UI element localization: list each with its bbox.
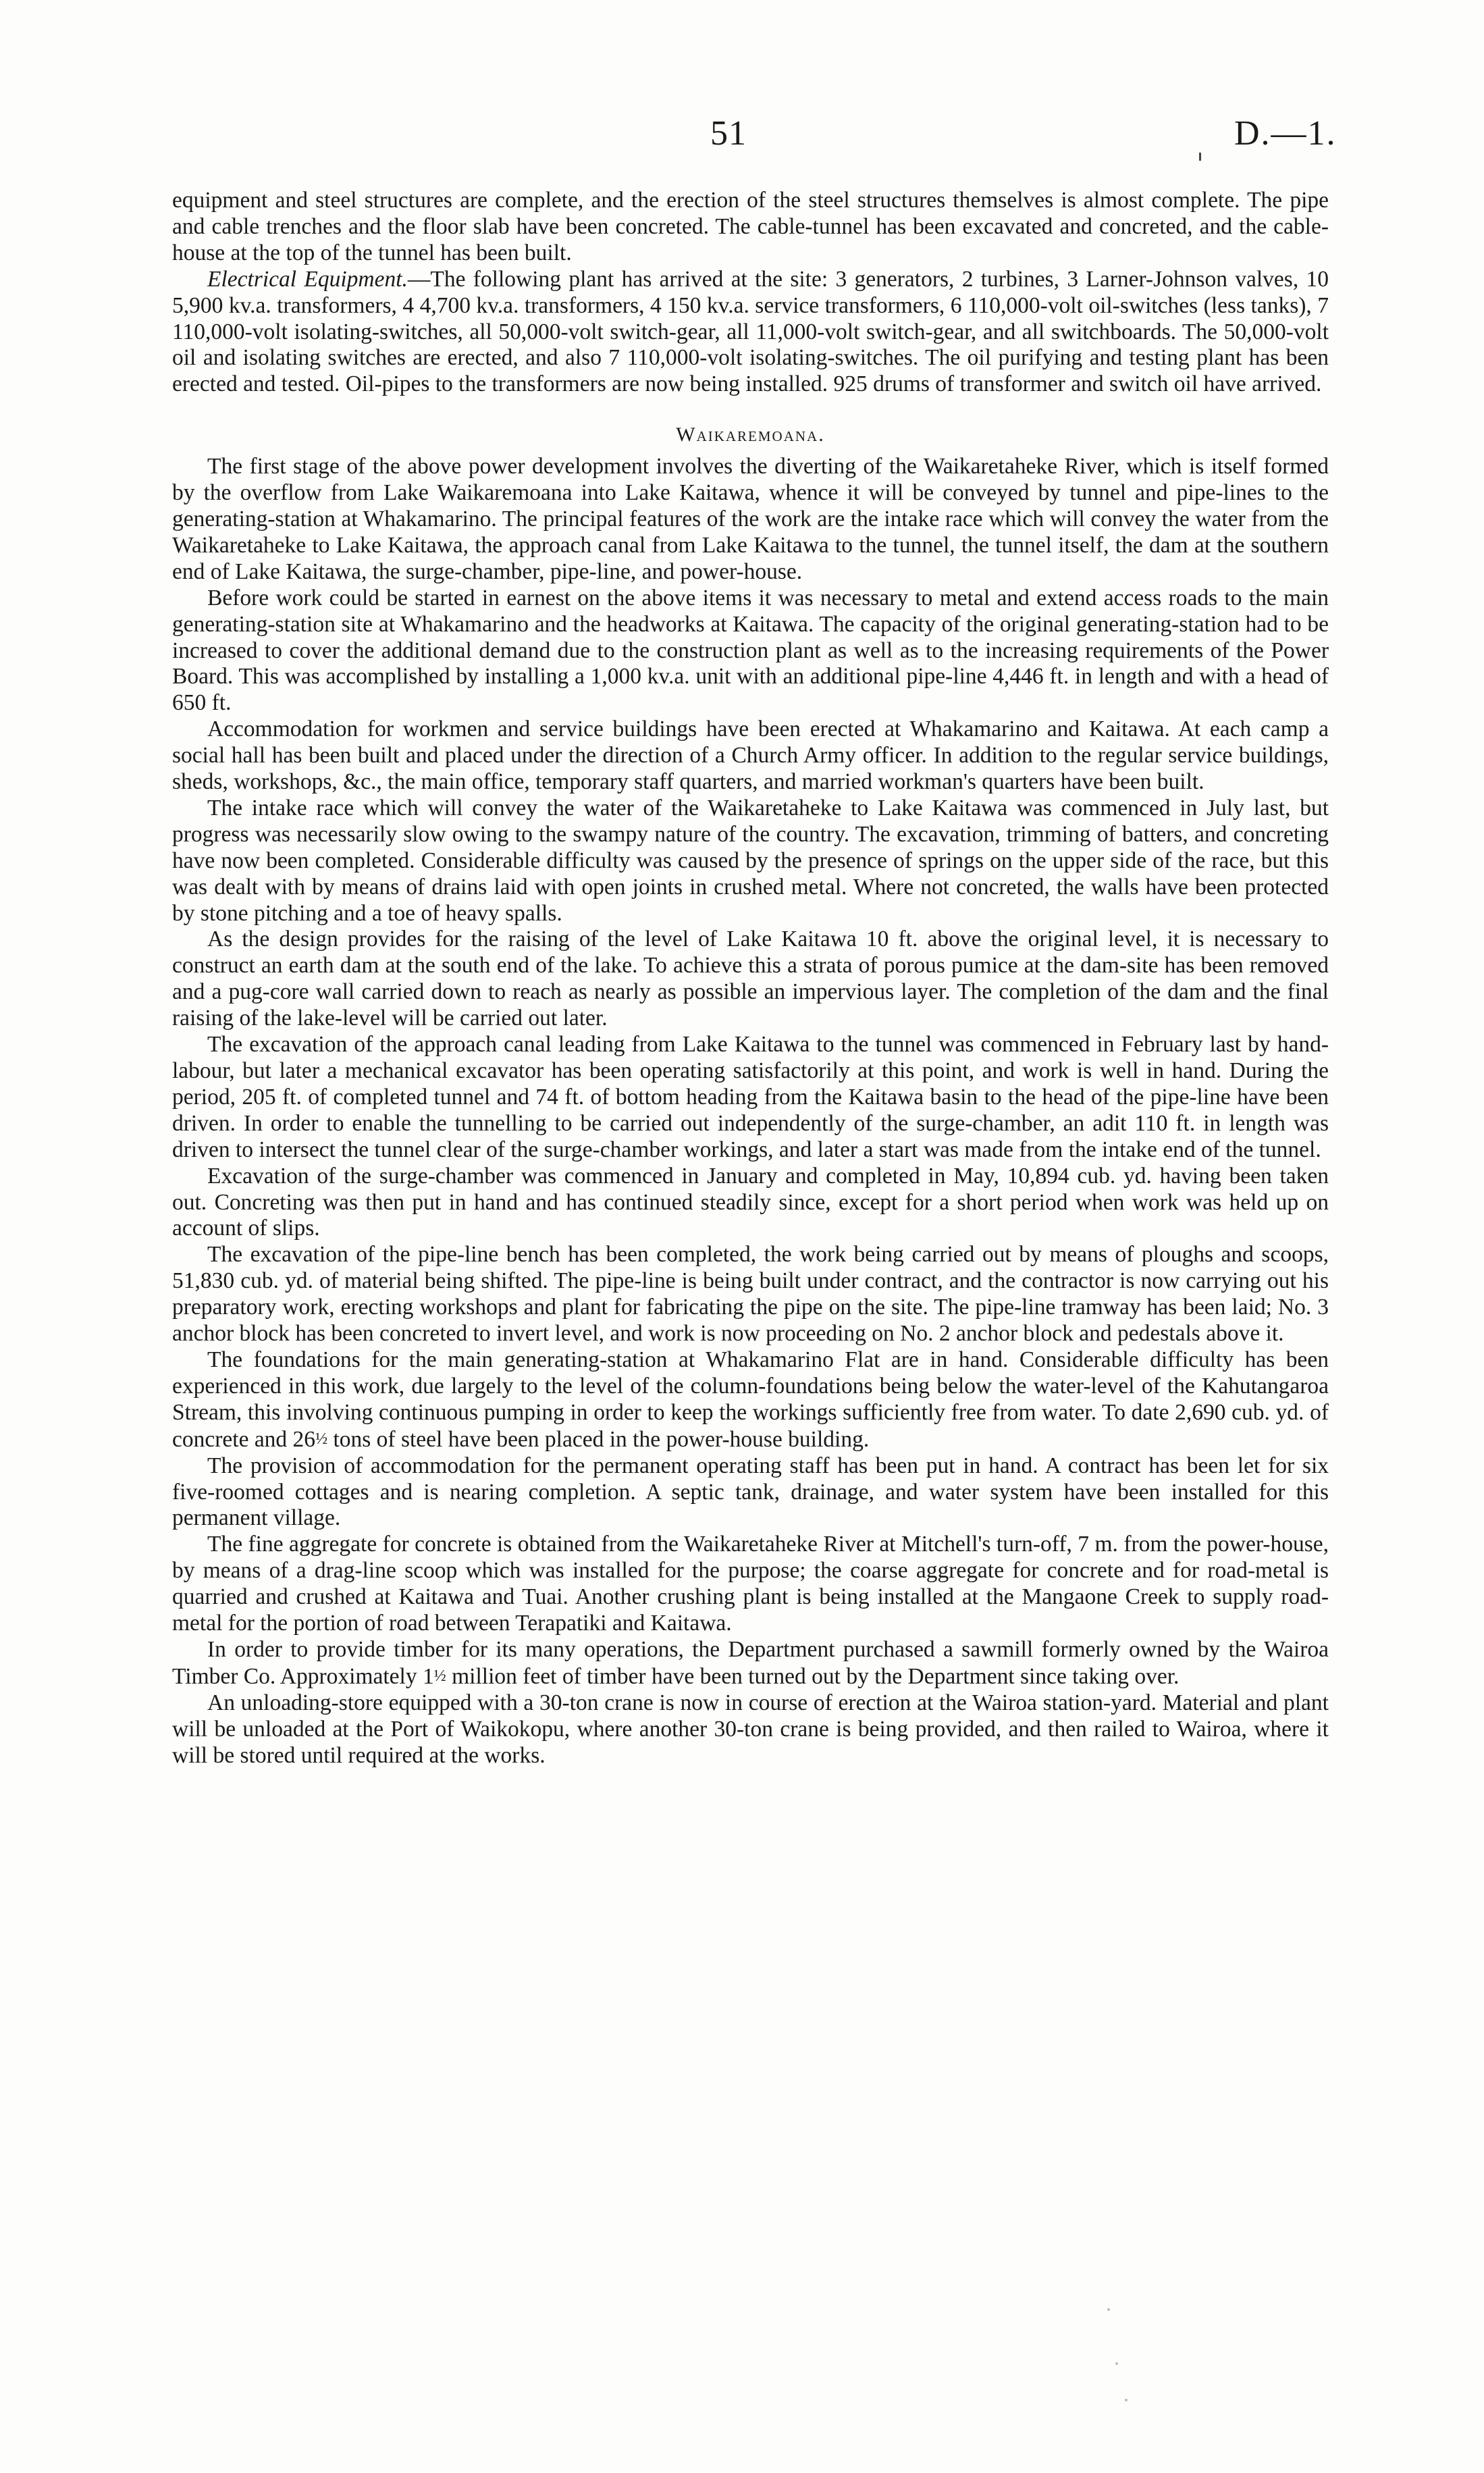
run-in-heading: Electrical Equipment. (207, 266, 408, 292)
paragraph: Before work could be started in earnest on the above items it was necessary to metal and extend access roads to the main generating-station site at Whakamarino and the headworks at Kaitawa. The capacity of the original generating-station had to be increased to cover the additional demand due to the construction plant as well as to the increasing requirements of the Power Board. This was accomplished by installing a 1,000 kv.a. unit with an additional pipe-line 4,446 ft. in length and with a head of 650 ft. (172, 585, 1329, 716)
paragraph: The intake race which will convey the water of the Waikaretaheke to Lake Kaitawa was commenced in July last, but progress was necessarily slow owing to the swampy nature of the country. The excavation, trimming of batters, and concreting have now been completed. Considerable difficulty was caused by the presence of springs on the upper side of the race, but this was dealt with by means of drains laid with open joints in crushed metal. Where not concreted, the walls have been protected by stone pitching and a toe of heavy spalls. (172, 795, 1329, 926)
paragraph-timber (172, 1637, 1329, 1690)
page-header (0, 113, 1484, 167)
paragraph-continuation: equipment and steel structures are complete, and the erection of the steel structures themselves is almost complete. The pipe and cable trenches and the floor slab have been concreted. The cable-tunnel has been excavated and concreted, and the cable-house at the top of the tunnel has been built. (172, 188, 1329, 265)
paragraph-text: In order to provide timber for its many operations, the Department purchased a sawmill formerly owned by the Wairoa Timber Co. Approximately 1 (172, 1636, 1329, 1689)
scan-speck (1115, 2362, 1118, 2365)
fraction: ½ (315, 1430, 328, 1448)
scan-speck (1107, 2308, 1110, 2311)
paragraph: Accommodation for workmen and service buildings have been erected at Whakamarino and Kaitawa. At each camp a social hall has been built and placed under the direction of a Church Army officer. In addition to the regular service buildings, sheds, workshops, &c., the main office, temporary staff quarters, and married workman's quarters have been built. (172, 717, 1329, 795)
paragraph: The first stage of the above power development involves the diverting of the Waikaretaheke River, which is itself formed by the overflow from Lake Waikaremoana into Lake Kaitawa, whence it will be conveyed by tunnel and pipe-lines to the generating-station at Whakamarino. The principal features of the work are the intake race which will convey the water from the Waikaretaheke to Lake Kaitawa, the approach canal from Lake Kaitawa to the tunnel, the tunnel itself, the dam at the southern end of Lake Kaitawa, the surge-chamber, pipe-line, and power-house. (172, 454, 1329, 584)
margin-mark (1199, 153, 1201, 161)
page-number: 51 (710, 114, 747, 153)
paragraph: The excavation of the pipe-line bench has been completed, the work being carried out by means of ploughs and scoops, 51,830 cub. yd. of material being shifted. The pipe-line is being built under contract, and the contractor is now carrying out his preparatory work, erecting workshops and plant for fabricating the pipe on the site. The pipe-line tramway has been laid; No. 3 anchor block has been concreted to invert level, and work is now proceeding on No. 2 anchor block and pedestals above it. (172, 1242, 1329, 1347)
paragraph: The excavation of the approach canal leading from Lake Kaitawa to the tunnel was commenced in February last by hand-labour, but later a mechanical excavator has been operating satisfactorily at this point, and work is well in hand. During the period, 205 ft. of completed tunnel and 74 ft. of bottom heading from the Kaitawa basin to the head of the pipe-line have been driven. In order to enable the tunnelling to be carried out independently of the surge-chamber, an adit 110 ft. in length was driven to intersect the tunnel clear of the surge-chamber workings, and later a start was made from the intake end of the tunnel. (172, 1032, 1329, 1162)
paragraph: The fine aggregate for concrete is obtained from the Waikaretaheke River at Mitchell's turn-off, 7 m. from the power-house, by means of a drag-line scoop which was installed for the purpose; the coarse aggregate for concrete and for road-metal is quarried and crushed at Kaitawa and Tuai. Another crushing plant is being installed at the Mangaone Creek to supply road-metal for the portion of road between Terapatiki and Kaitawa. (172, 1532, 1329, 1636)
paragraph: As the design provides for the raising of the level of Lake Kaitawa 10 ft. above the original level, it is necessary to construct an earth dam at the south end of the lake. To achieve this a strata of porous pumice at the dam-site has been removed and a pug-core wall carried down to reach as nearly as possible an impervious layer. The completion of the dam and the final raising of the lake-level will be carried out later. (172, 927, 1329, 1031)
scan-speck (1125, 2399, 1128, 2401)
section-heading: Waikaremoana. (676, 423, 825, 446)
paragraph: Excavation of the surge-chamber was commenced in January and completed in May, 10,894 cub. yd. having been taken out. Concreting was then put in hand and has continued steadily since, except for a short period when work was held up on account of slips. (172, 1163, 1329, 1241)
paragraph-electrical-equipment (172, 267, 1329, 398)
paragraph-text: The foundations for the main generating-station at Whakamarino Flat are in hand. Considerable difficulty has been experienced in this work, due largely to the level of the column-foundations being below the water-level of the Kahutangaroa Stream, this involving continuous pumping in order to keep the workings sufficiently free from water. To date 2,690 cub. yd. of concrete and 26 (172, 1347, 1329, 1452)
paragraph: The provision of accommodation for the permanent operating staff has been put in hand. A contract has been let for six five-roomed cottages and is nearing completion. A septic tank, drainage, and water system have been installed for this permanent village. (172, 1453, 1329, 1531)
paragraph-text: million feet of timber have been turned out by the Department since taking over. (446, 1663, 1180, 1689)
paragraph-text: tons of steel have been placed in the power-house building. (327, 1426, 870, 1452)
paragraph-text: —The following plant has arrived at the site: 3 generators, 2 turbines, 3 Larner-Johnson valves, 10 5,900 kv.a. transformers, 4 4,700 kv.a. transformers, 4 150 kv.a. service transformers, 6 110,000-volt oil-switches (less tanks), 7 110,000-volt isolating-switches, all 50,000-volt switch-gear, all 11,000-volt switch-gear, and all switchboards. The 50,000-volt oil and isolating switches are erected, and also 7 110,000-volt isolating-switches. The oil purifying and testing plant has been erected and tested. Oil-pipes to the transformers are now being installed. 925 drums of transformer and switch oil have arrived. (172, 266, 1329, 397)
body-text (172, 188, 1329, 1769)
paragraph-foundations (172, 1347, 1329, 1453)
fraction: ½ (433, 1667, 446, 1685)
paragraph: An unloading-store equipped with a 30-ton crane is now in course of erection at the Wairoa station-yard. Material and plant will be unloaded at the Port of Waikokopu, where another 30-ton crane is being provided, and then railed to Wairoa, where it will be stored until required at the works. (172, 1690, 1329, 1768)
document-reference: D.—1. (1234, 114, 1337, 153)
